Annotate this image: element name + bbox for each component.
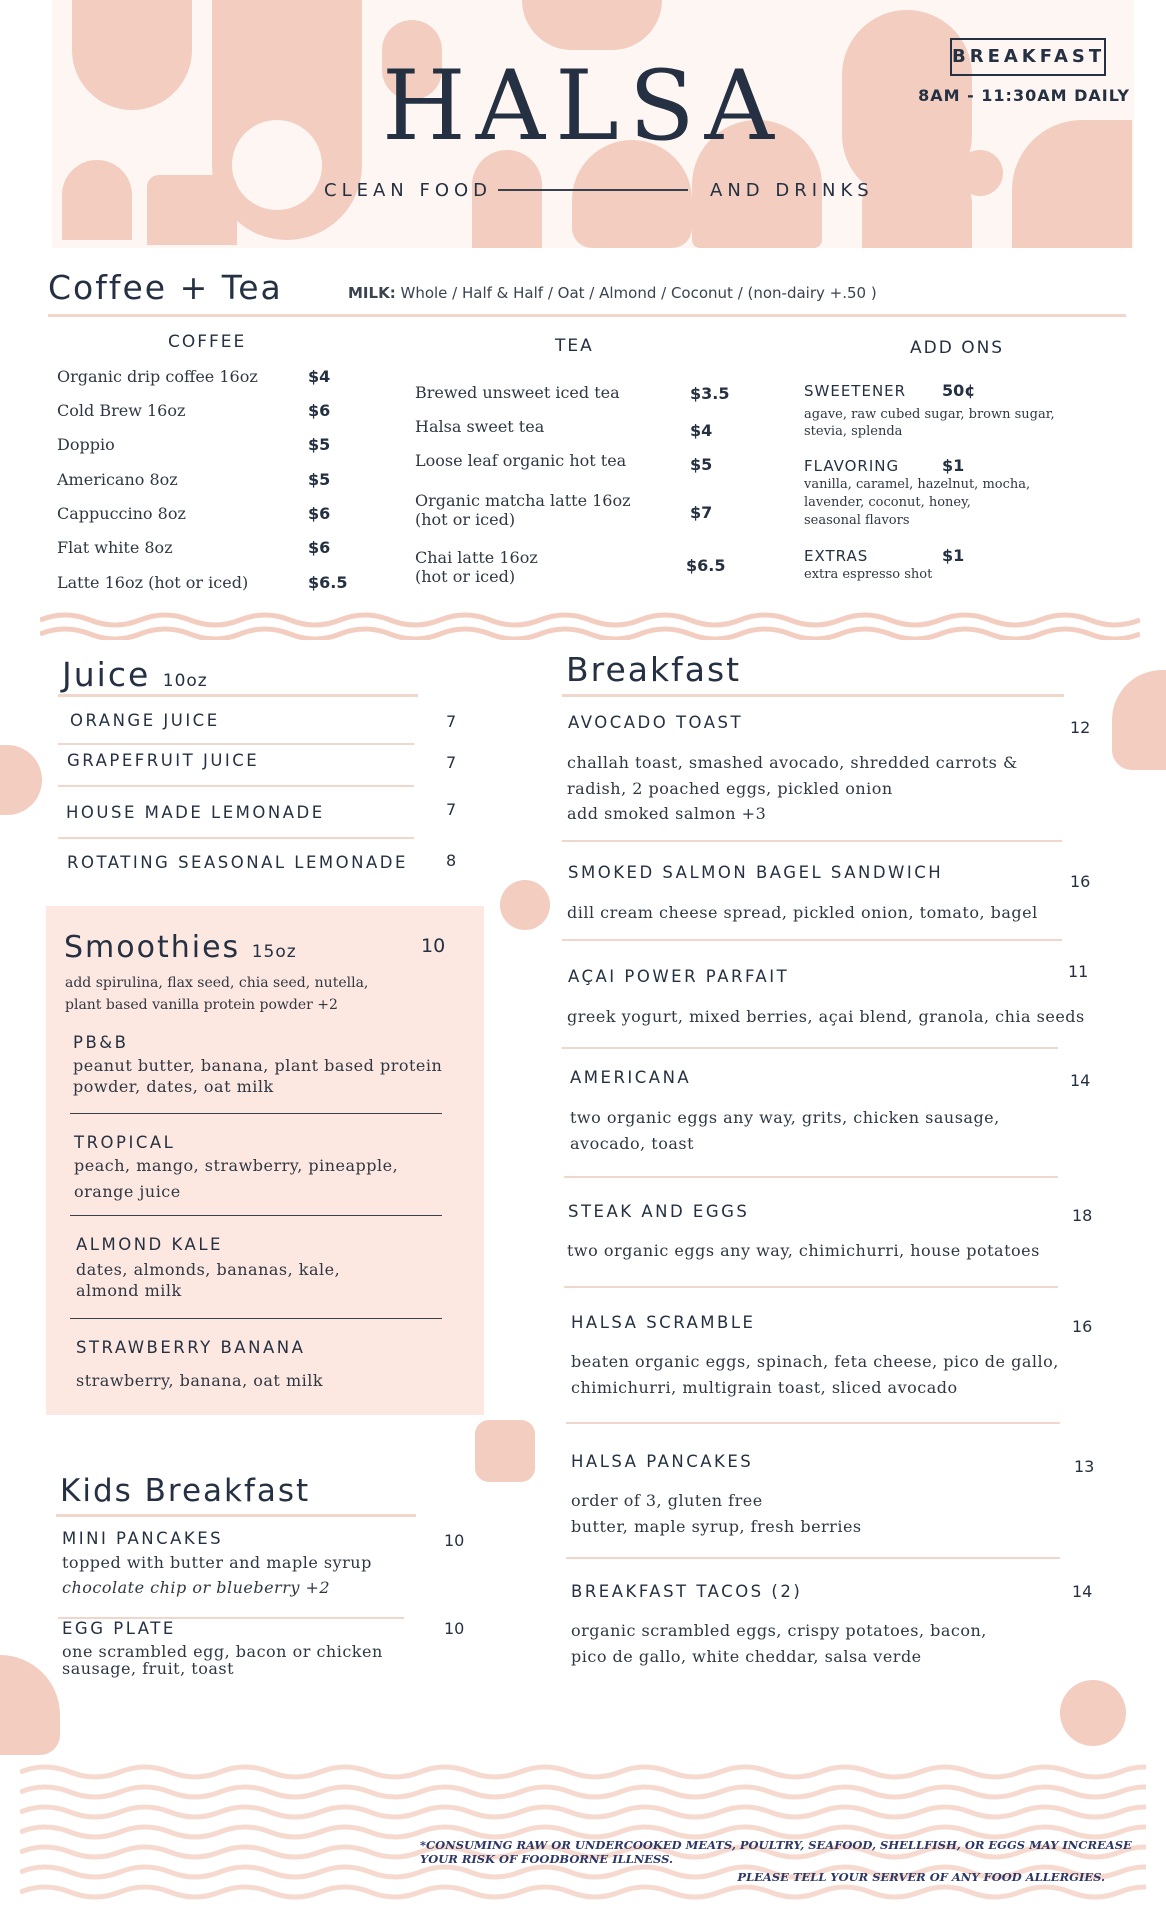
juice-divider (58, 743, 414, 745)
juice-rule (58, 694, 418, 697)
kids-item-name: MINI PANCAKES (62, 1529, 224, 1548)
kids-title: Kids Breakfast (60, 1473, 311, 1509)
footer-waves (20, 1760, 1146, 1910)
tea-item-note: (hot or iced) (415, 567, 516, 586)
coffee-item: Cappuccino 8oz (57, 504, 186, 523)
breakfast-divider (566, 1557, 1060, 1559)
breakfast-item-desc: chimichurri, multigrain toast, sliced avocado (571, 1378, 958, 1397)
smoothies-price: 10 (421, 935, 446, 957)
coffee-price: $6 (308, 401, 331, 420)
breakfast-item-price: 14 (1072, 1582, 1093, 1601)
juice-title (62, 655, 208, 694)
coffee-tea-rule (48, 314, 1126, 317)
breakfast-item-desc: organic scrambled eggs, crispy potatoes, bacon, (571, 1621, 987, 1640)
tagline-left: CLEAN FOOD (324, 180, 493, 201)
addon-name: EXTRAS (804, 547, 869, 565)
smoothie-desc: peach, mango, strawberry, pineapple, (74, 1156, 399, 1175)
decor-right-leaf-icon (1112, 670, 1166, 770)
breakfast-item-desc: greek yogurt, mixed berries, açai blend, granola, chia seeds (567, 1007, 1085, 1026)
breakfast-item-name: AMERICANA (570, 1068, 692, 1087)
breakfast-badge: BREAKFAST (950, 38, 1106, 76)
smoothie-name: STRAWBERRY BANANA (76, 1338, 306, 1357)
breakfast-item-name: HALSA PANCAKES (571, 1452, 754, 1471)
addon-desc: extra espresso shot (804, 567, 933, 582)
decor-left-circle-icon (0, 745, 42, 815)
juice-price: 7 (446, 800, 457, 819)
kids-item-name: EGG PLATE (62, 1619, 176, 1638)
juice-divider (58, 785, 414, 787)
breakfast-item-desc: two organic eggs any way, grits, chicken sausage, (570, 1108, 1000, 1127)
addon-price: $1 (942, 456, 965, 475)
addon-desc: agave, raw cubed sugar, brown sugar, (804, 407, 1055, 422)
coffee-price: $6 (308, 504, 331, 523)
coffee-tea-title: Coffee + Tea (48, 268, 283, 307)
coffee-price: $4 (308, 367, 331, 386)
juice-divider (58, 837, 414, 839)
tea-item: Chai latte 16oz (415, 548, 538, 567)
breakfast-item-desc: pico de gallo, white cheddar, salsa verde (571, 1647, 922, 1666)
tea-heading: TEA (555, 336, 594, 356)
smoothie-desc: dates, almonds, bananas, kale, (76, 1260, 341, 1279)
tagline-right: AND DRINKS (710, 180, 874, 201)
tagline-divider (498, 189, 688, 191)
coffee-price: $5 (308, 435, 331, 454)
breakfast-item-desc: add smoked salmon +3 (567, 804, 767, 823)
smoothie-divider (70, 1215, 442, 1216)
breakfast-item-desc: beaten organic eggs, spinach, feta cheese, pico de gallo, (571, 1352, 1059, 1371)
coffee-item: Americano 8oz (57, 470, 178, 489)
coffee-item: Doppio (57, 435, 115, 454)
addon-desc: seasonal flavors (804, 513, 910, 528)
brand-logo: HALSA (382, 50, 784, 162)
breakfast-divider (564, 1176, 1058, 1178)
smoothies-title (64, 930, 297, 965)
smoothie-desc: powder, dates, oat milk (73, 1077, 274, 1096)
kids-item-desc: sausage, fruit, toast (62, 1659, 235, 1678)
addon-name: SWEETENER (804, 382, 907, 400)
addons-heading: ADD ONS (910, 338, 1005, 358)
breakfast-item-desc: order of 3, gluten free (571, 1491, 763, 1510)
coffee-item: Cold Brew 16oz (57, 401, 186, 420)
juice-price: 7 (446, 753, 457, 772)
juice-item: ROTATING SEASONAL LEMONADE (67, 853, 408, 872)
tea-price: $5 (690, 455, 713, 474)
breakfast-item-desc: butter, maple syrup, fresh berries (571, 1517, 862, 1536)
coffee-price: $6.5 (308, 573, 348, 592)
kids-item-desc: topped with butter and maple syrup (62, 1553, 372, 1572)
breakfast-item-name: BREAKFAST TACOS (2) (571, 1582, 803, 1601)
smoothie-divider (70, 1113, 442, 1114)
tea-item: Brewed unsweet iced tea (415, 383, 620, 402)
breakfast-item-price: 18 (1072, 1206, 1093, 1225)
tea-item: Loose leaf organic hot tea (415, 451, 627, 470)
milk-list: Whole / Half & Half / Oat / Almond / Coconut / (non-dairy +.50 ) (400, 284, 877, 302)
addon-desc: vanilla, caramel, hazelnut, mocha, (804, 477, 1031, 492)
breakfast-item-name: AVOCADO TOAST (568, 713, 744, 732)
kids-item-price: 10 (444, 1619, 465, 1638)
addon-name: FLAVORING (804, 457, 900, 475)
tea-item: Organic matcha latte 16oz (415, 491, 631, 510)
smoothie-desc: orange juice (74, 1182, 181, 1201)
smoothies-addons: plant based vanilla protein powder +2 (65, 997, 338, 1013)
kids-rule (56, 1514, 416, 1517)
coffee-item: Latte 16oz (hot or iced) (57, 573, 249, 592)
decor-coral-icon (0, 1655, 60, 1755)
decor-pot-icon (475, 1420, 535, 1482)
breakfast-item-desc: radish, 2 poached eggs, pickled onion (567, 779, 893, 798)
juice-title-text: Juice (62, 655, 151, 694)
breakfast-item-name: SMOKED SALMON BAGEL SANDWICH (568, 863, 944, 882)
coffee-heading: COFFEE (168, 332, 247, 352)
smoothies-addons: add spirulina, flax seed, chia seed, nutella, (65, 975, 369, 991)
breakfast-divider (562, 1047, 1058, 1049)
footer-disclaimer: *CONSUMING RAW OR UNDERCOOKED MEATS, POULTRY, SEAFOOD, SHELLFISH, OR EGGS MAY INCREASE YOUR RISK OF FOODBORNE ILLNESS. (420, 1838, 1132, 1866)
smoothie-name: TROPICAL (74, 1133, 176, 1152)
juice-price: 8 (446, 851, 457, 870)
breakfast-item-desc: dill cream cheese spread, pickled onion, tomato, bagel (567, 903, 1038, 922)
kids-item-price: 10 (444, 1531, 465, 1550)
breakfast-item-desc: two organic eggs any way, chimichurri, house potatoes (567, 1241, 1040, 1260)
breakfast-title: Breakfast (566, 650, 742, 689)
milk-label: MILK: (348, 284, 396, 302)
breakfast-item-name: HALSA SCRAMBLE (571, 1313, 756, 1332)
breakfast-divider (566, 1422, 1060, 1424)
breakfast-rule (562, 694, 1064, 697)
wave-divider (40, 610, 1140, 640)
smoothie-name: ALMOND KALE (76, 1235, 223, 1254)
smoothie-divider (70, 1318, 442, 1319)
coffee-item: Flat white 8oz (57, 538, 173, 557)
tea-price: $4 (690, 421, 713, 440)
kids-item-note: chocolate chip or blueberry +2 (62, 1578, 331, 1597)
juice-item: ORANGE JUICE (70, 711, 220, 730)
breakfast-item-price: 16 (1070, 872, 1091, 891)
footer-allergy-note: PLEASE TELL YOUR SERVER OF ANY FOOD ALLERGIES. (737, 1870, 1105, 1884)
decor-orange-slice-icon (500, 880, 550, 930)
addon-desc: stevia, splenda (804, 424, 903, 439)
juice-item: HOUSE MADE LEMONADE (66, 803, 325, 822)
addon-desc: lavender, coconut, honey, (804, 495, 971, 510)
kids-item-desc: one scrambled egg, bacon or chicken (62, 1642, 383, 1661)
tea-price: $6.5 (686, 556, 726, 575)
coffee-price: $6 (308, 538, 331, 557)
smoothies-size: 15oz (251, 942, 297, 962)
breakfast-item-price: 16 (1072, 1317, 1093, 1336)
breakfast-item-price: 13 (1074, 1457, 1095, 1476)
addon-price: $1 (942, 546, 965, 565)
breakfast-item-desc: challah toast, smashed avocado, shredded carrots & (567, 753, 1018, 772)
tea-item-note: (hot or iced) (415, 510, 516, 529)
breakfast-item-name: STEAK AND EGGS (568, 1202, 750, 1221)
tea-price: $3.5 (690, 384, 730, 403)
smoothie-desc: peanut butter, banana, plant based protein (73, 1056, 443, 1075)
breakfast-divider (562, 840, 1062, 842)
juice-size: 10oz (162, 671, 208, 691)
smoothie-name: PB&B (73, 1033, 129, 1052)
tea-item: Halsa sweet tea (415, 417, 545, 436)
tea-price: $7 (690, 503, 713, 522)
coffee-price: $5 (308, 470, 331, 489)
hours-text: 8AM - 11:30AM DAILY (918, 86, 1130, 105)
coffee-item: Organic drip coffee 16oz (57, 367, 258, 386)
breakfast-item-name: AÇAI POWER PARFAIT (568, 967, 790, 986)
decor-beet-icon (1060, 1680, 1126, 1746)
breakfast-item-price: 12 (1070, 718, 1091, 737)
juice-price: 7 (446, 712, 457, 731)
breakfast-item-desc: avocado, toast (570, 1134, 694, 1153)
smoothie-desc: strawberry, banana, oat milk (76, 1371, 324, 1390)
breakfast-divider (562, 939, 1062, 941)
breakfast-item-price: 11 (1068, 962, 1089, 981)
breakfast-divider (564, 1286, 1058, 1288)
smoothie-desc: almond milk (76, 1281, 182, 1300)
smoothies-title-text: Smoothies (64, 930, 241, 965)
juice-item: GRAPEFRUIT JUICE (67, 751, 260, 770)
addon-price: 50¢ (942, 381, 976, 400)
milk-options (348, 284, 877, 302)
breakfast-item-price: 14 (1070, 1071, 1091, 1090)
